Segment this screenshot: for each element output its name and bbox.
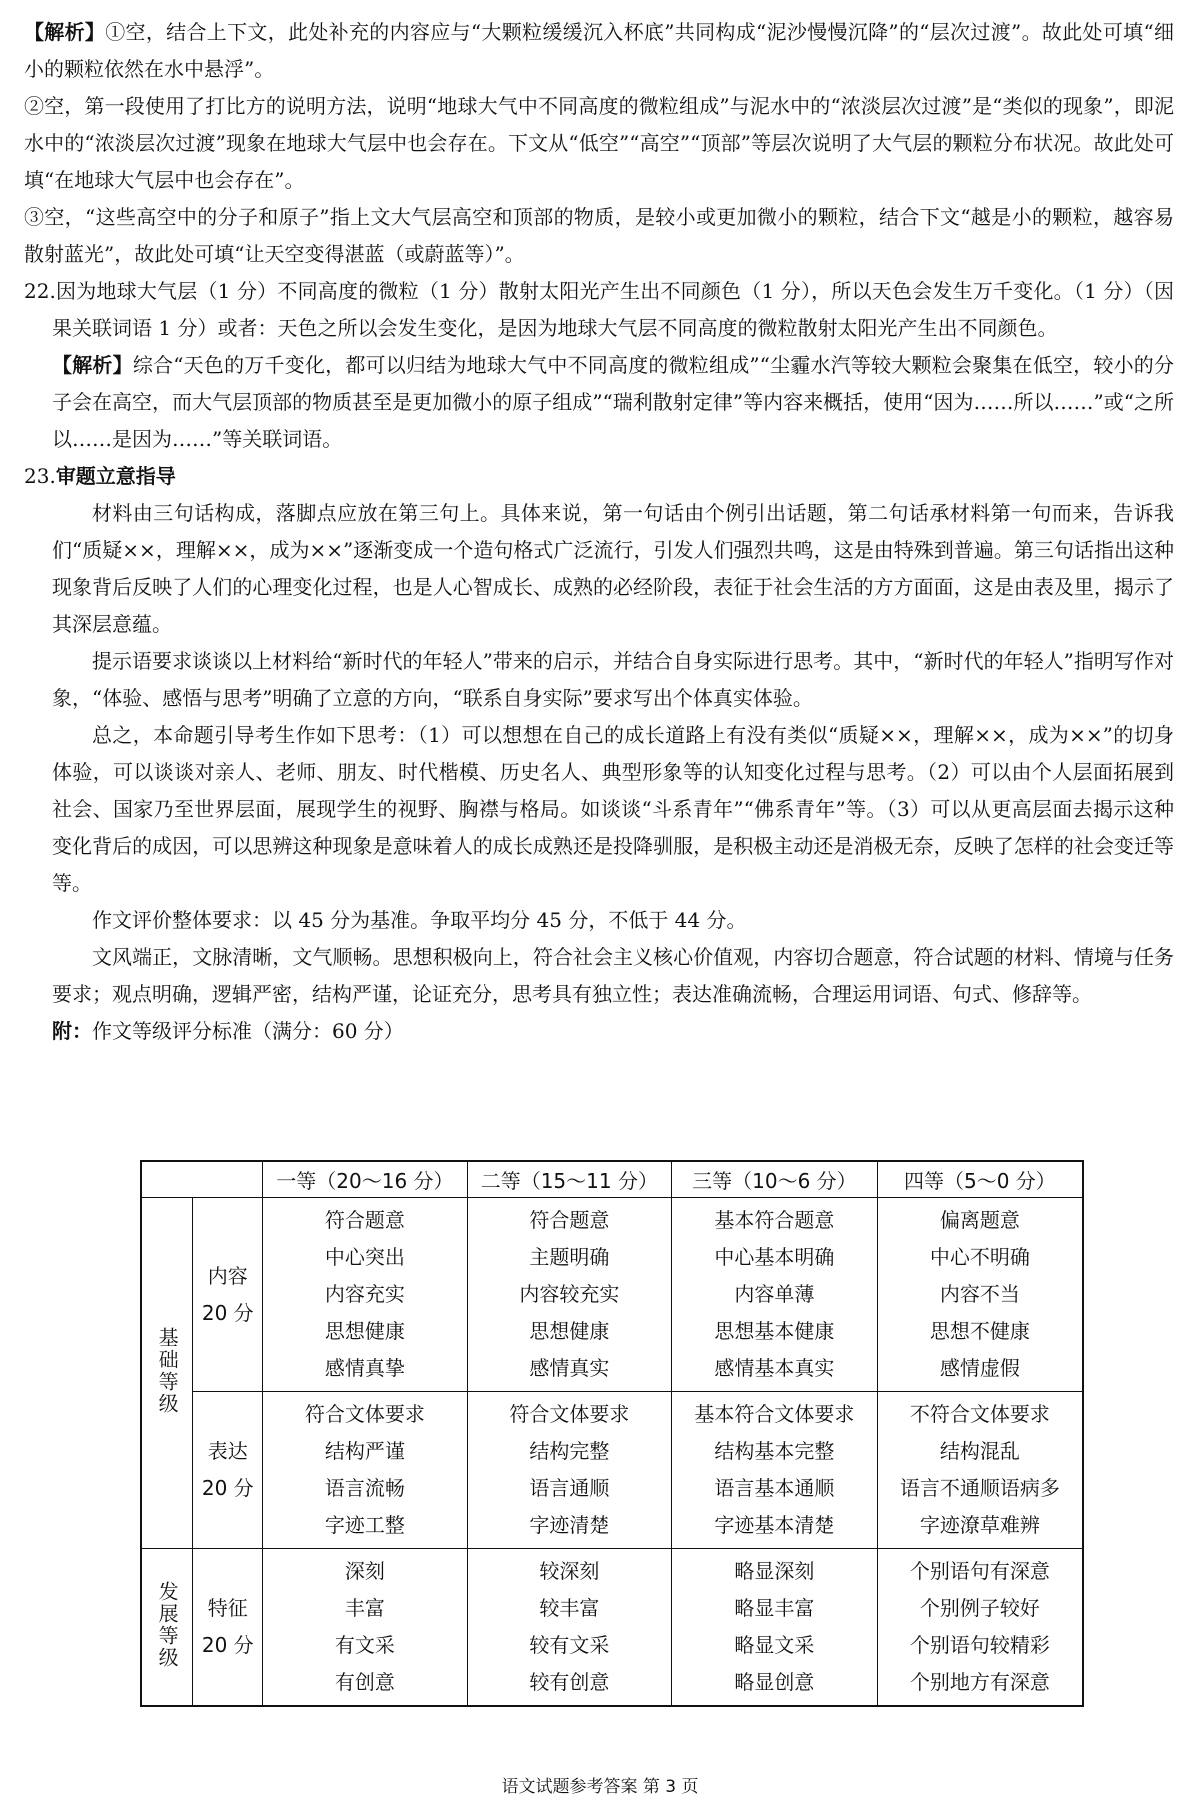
q23-body [24, 495, 1174, 1050]
grade-header-4: 四等（5～0 分） [877, 1161, 1083, 1198]
q23-heading [24, 458, 1174, 495]
table-cell: 不符合文体要求 结构混乱 语言不通顺语病多 字迹潦草难辨 [877, 1392, 1083, 1549]
q23-paragraph-2: 提示语要求谈谈以上材料给“新时代的年轻人”带来的启示，并结合自身实际进行思考。其中，“新时代的年轻人”指明写作对象，“体验、感悟与思考”明确了立意的方向，“联系自身实际”要求写出个体真实体验。 [52, 649, 1174, 710]
table-header-row [141, 1161, 1083, 1198]
table-cell: 符合题意 中心突出 内容充实 思想健康 感情真挚 [263, 1198, 467, 1392]
q22-answer [24, 273, 1174, 347]
table-row [141, 1198, 1083, 1392]
grade-header-1: 一等（20～16 分） [263, 1161, 467, 1198]
table-cell: 个别语句有深意 个别例子较好 个别语句较精彩 个别地方有深意 [877, 1549, 1083, 1707]
basic-level-label: 基础等级 [141, 1198, 193, 1549]
grade-header-2: 二等（15～11 分） [467, 1161, 671, 1198]
appendix-text: 作文等级评分标准（满分：60 分） [92, 1019, 404, 1043]
row-label-expression: 表达 20 分 [193, 1392, 263, 1549]
table-row [141, 1392, 1083, 1549]
table-cell: 偏离题意 中心不明确 内容不当 思想不健康 感情虚假 [877, 1198, 1083, 1392]
q21-analysis-3: ③空，“这些高空中的分子和原子”指上文大气层高空和顶部的物质，是较小或更加微小的颗粒，结合下文“越是小的颗粒，越容易散射蓝光”，故此处可填“让天空变得湛蓝（或蔚蓝等）”。 [24, 205, 1174, 266]
development-level-label: 发展等级 [141, 1549, 193, 1707]
q23-paragraph-1: 材料由三句话构成，落脚点应放在第三句上。具体来说，第一句话由个例引出话题，第二句话承材料第一句而来，告诉我们“质疑××，理解××，成为××”逐渐变成一个造句格式广泛流行，引发人们强烈共鸣，这是由特殊到普遍。第三句话指出这种现象背后反映了人们的心理变化过程，也是人心智成长、成熟的必经阶段，表征于社会生活的方方面面，这是由表及里，揭示了其深层意蕴。 [52, 501, 1174, 636]
q23-paragraph-3: 总之，本命题引导考生作如下思考：（1）可以想想在自己的成长道路上有没有类似“质疑××，理解××，成为××”的切身体验，可以谈谈对亲人、老师、朋友、时代楷模、历史名人、典型形象等的认知变化过程与思考。（2）可以由个人层面拓展到社会、国家乃至世界层面，展现学生的视野、胸襟与格局。如谈谈“斗系青年”“佛系青年”等。（3）可以从更高层面去揭示这种变化背后的成因，可以思辨这种现象是意味着人的成长成熟还是投降驯服，是积极主动还是消极无奈，反映了怎样的社会变迁等等。 [52, 723, 1174, 895]
table-cell: 符合文体要求 结构严谨 语言流畅 字迹工整 [263, 1392, 467, 1549]
q23-heading-text: 审题立意指导 [55, 464, 176, 488]
q21-analysis-2: ②空，第一段使用了打比方的说明方法，说明“地球大气中不同高度的微粒组成”与泥水中的“浓淡层次过渡”是“类似的现象”，即泥水中的“浓淡层次过渡”现象在地球大气层中也会存在。下文从“低空”“高空”“顶部”等层次说明了大气层的颗粒分布状况。故此处可填“在地球大气层中也会存在”。 [24, 94, 1174, 192]
appendix-label: 附： [52, 1019, 92, 1043]
q23-paragraph-5: 文风端正，文脉清晰，文气顺畅。思想积极向上，符合社会主义核心价值观，内容切合题意，符合试题的材料、情境与任务要求；观点明确，逻辑严密，结构严谨，论证充分，思考具有独立性；表达准确流畅，合理运用词语、句式、修辞等。 [52, 945, 1174, 1006]
table-cell: 符合题意 主题明确 内容较充实 思想健康 感情真实 [467, 1198, 671, 1392]
row-label-content: 内容 20 分 [193, 1198, 263, 1392]
analysis-label: 【解析】 [52, 353, 133, 377]
appendix-title [52, 1013, 1174, 1050]
q23-paragraph-4: 作文评价整体要求：以 45 分为基准。争取平均分 45 分，不低于 44 分。 [92, 908, 747, 932]
grade-header-3: 三等（10～6 分） [672, 1161, 878, 1198]
table-corner [141, 1161, 263, 1198]
table-cell: 较深刻 较丰富 较有文采 较有创意 [467, 1549, 671, 1707]
table-cell: 基本符合题意 中心基本明确 内容单薄 思想基本健康 感情基本真实 [672, 1198, 878, 1392]
table-row [141, 1549, 1083, 1707]
table-cell: 略显深刻 略显丰富 略显文采 略显创意 [672, 1549, 878, 1707]
q22-analysis-text: 综合“天色的万千变化，都可以归结为地球大气中不同高度的微粒组成”“尘霾水汽等较大颗粒会聚集在低空，较小的分子会在高空，而大气层顶部的物质甚至是更加微小的原子组成”“瑞利散射定律”等内容来概括，使用“因为……所以……”或“之所以……是因为……”等关联词语。 [52, 353, 1174, 451]
table-cell: 深刻 丰富 有文采 有创意 [263, 1549, 467, 1707]
q23-number: 23. [24, 464, 56, 488]
q22-number: 22. [24, 279, 56, 303]
table-cell: 符合文体要求 结构完整 语言通顺 字迹清楚 [467, 1392, 671, 1549]
row-label-feature: 特征 20 分 [193, 1549, 263, 1707]
grading-table [140, 1160, 1084, 1707]
table-cell: 基本符合文体要求 结构基本完整 语言基本通顺 字迹基本清楚 [672, 1392, 878, 1549]
q22-answer-text: 因为地球大气层（1 分）不同高度的微粒（1 分）散射太阳光产生出不同颜色（1 分），所以天色会发生万千变化。（1 分）（因果关联词语 1 分）或者：天色之所以会发生变化，是因为地球大气层不同高度的微粒散射太阳光产生出不同颜色。 [52, 279, 1174, 340]
page-footer: 语文试题参考答案 第 3 页 [501, 1777, 699, 1797]
q22-analysis [24, 347, 1174, 458]
answer-content [24, 14, 1174, 1050]
analysis-label: 【解析】 [24, 20, 106, 44]
q21-analysis-text-1: ①空，结合上下文，此处补充的内容应与“大颗粒缓缓沉入杯底”共同构成“泥沙慢慢沉降”的“层次过渡”。故此处可填“细小的颗粒依然在水中悬浮”。 [24, 20, 1174, 81]
q21-analysis-1 [24, 14, 1174, 88]
